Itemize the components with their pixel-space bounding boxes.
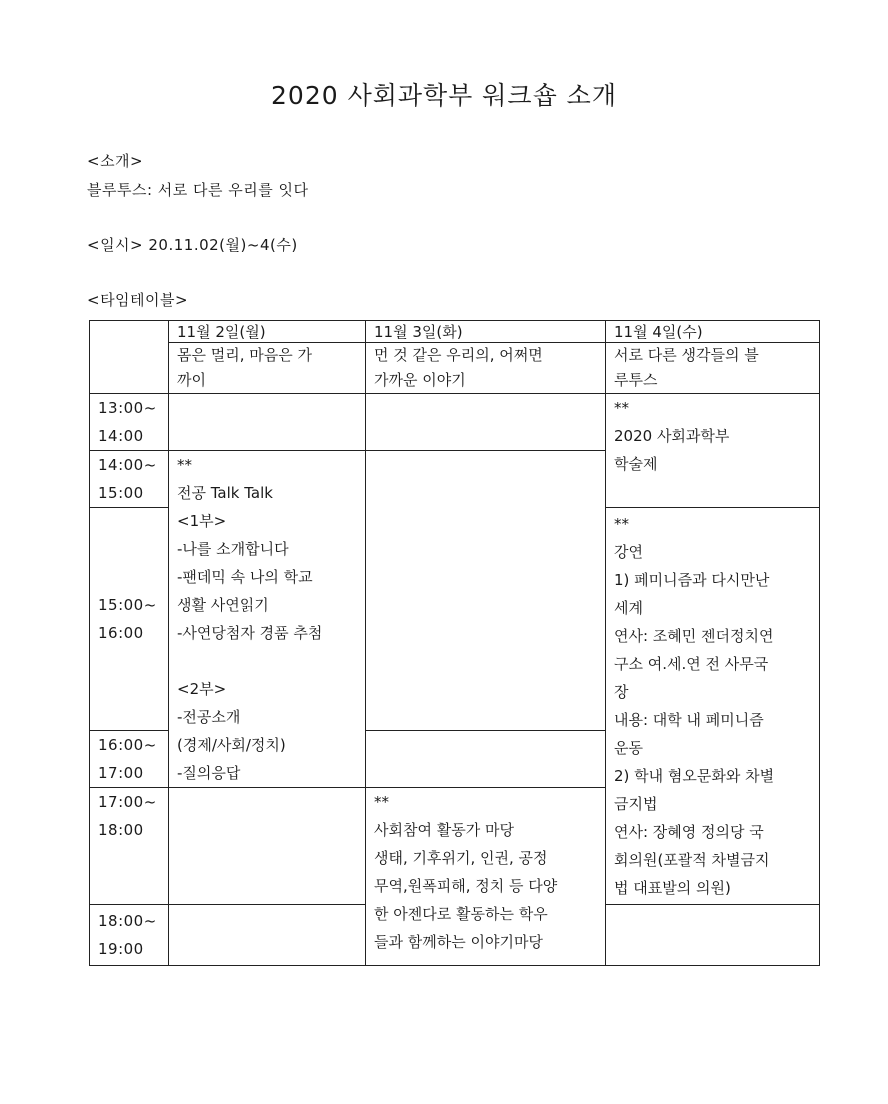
event-line: **	[177, 456, 192, 474]
day-theme-wed	[606, 343, 820, 394]
event-line: -팬데믹 속 나의 학교	[177, 568, 313, 586]
theme-line: 서로 다른 생각들의 블	[614, 346, 759, 364]
time-cell	[90, 731, 169, 788]
event-line: 운동	[614, 739, 643, 757]
table-row	[90, 321, 820, 343]
event-line: 연사: 조혜민 젠더정치연	[614, 627, 774, 645]
event-line: 1) 페미니즘과 다시만난	[614, 571, 770, 589]
event-cell-wed-1	[606, 394, 820, 508]
time-start: 18:00~	[98, 912, 157, 930]
time-cell	[90, 905, 169, 966]
event-line: 사회참여 활동가 마당	[374, 821, 514, 839]
day-header-mon: 11월 2일(월)	[169, 321, 366, 343]
event-cell-wed-2	[606, 508, 820, 905]
empty-cell	[366, 731, 606, 788]
time-end: 15:00	[98, 484, 144, 502]
event-line: -질의응답	[177, 764, 241, 782]
theme-line: 가까운 이야기	[374, 371, 466, 389]
event-line: 들과 함께하는 이야기마당	[374, 933, 543, 951]
empty-cell	[169, 905, 366, 966]
time-end: 18:00	[98, 821, 144, 839]
time-cell	[90, 451, 169, 508]
table-row	[90, 343, 820, 394]
timetable-heading: <타임테이블>	[87, 291, 189, 309]
empty-cell	[169, 394, 366, 451]
time-start: 13:00~	[98, 399, 157, 417]
event-line: **	[374, 793, 389, 811]
day-theme-tue	[366, 343, 606, 394]
time-end: 19:00	[98, 940, 144, 958]
theme-line: 몸은 멀리, 마음은 가	[177, 346, 312, 364]
event-line: **	[614, 399, 629, 417]
event-line: 장	[614, 683, 629, 701]
event-line: <1부>	[177, 512, 227, 530]
empty-cell	[366, 394, 606, 451]
event-line: -나를 소개합니다	[177, 540, 289, 558]
empty-cell	[169, 788, 366, 905]
empty-cell	[606, 905, 820, 966]
time-start: 15:00~	[98, 596, 157, 614]
intro-text: 블루투스: 서로 다른 우리를 잇다	[87, 181, 309, 199]
day-header-wed: 11월 4일(수)	[606, 321, 820, 343]
table-row	[90, 394, 820, 451]
intro-heading: <소개>	[87, 152, 144, 170]
event-line: 2020 사회과학부	[614, 427, 730, 445]
date-line: <일시> 20.11.02(월)~4(수)	[87, 236, 298, 254]
event-line: (경제/사회/정치)	[177, 736, 286, 754]
event-line: **	[614, 515, 629, 533]
event-line: 세계	[614, 599, 643, 617]
theme-line: 까이	[177, 371, 206, 389]
event-line: 무역,원폭피해, 정치 등 다양	[374, 877, 558, 895]
event-line: -사연당첨자 경품 추첨	[177, 624, 323, 642]
event-cell-mon	[169, 451, 366, 788]
theme-line: 루투스	[614, 371, 658, 389]
time-start: 17:00~	[98, 793, 157, 811]
blank-line	[177, 647, 357, 675]
theme-line: 먼 것 같은 우리의, 어쩌면	[374, 346, 543, 364]
event-line: 강연	[614, 543, 643, 561]
timetable	[89, 320, 820, 966]
event-line: <2부>	[177, 680, 227, 698]
event-line: 학술제	[614, 455, 658, 473]
event-line: 구소 여.세.연 전 사무국	[614, 655, 769, 673]
time-start: 16:00~	[98, 736, 157, 754]
event-line: -전공소개	[177, 708, 241, 726]
event-line: 내용: 대학 내 페미니즘	[614, 711, 764, 729]
time-end: 17:00	[98, 764, 144, 782]
time-end: 14:00	[98, 427, 144, 445]
time-cell	[90, 788, 169, 905]
event-line: 회의원(포괄적 차별금지	[614, 851, 770, 869]
time-cell	[90, 508, 169, 731]
day-header-tue: 11월 3일(화)	[366, 321, 606, 343]
event-line: 2) 학내 혐오문화와 차별	[614, 767, 775, 785]
empty-cell	[366, 451, 606, 731]
event-line: 한 아젠다로 활동하는 학우	[374, 905, 548, 923]
day-theme-mon	[169, 343, 366, 394]
document-title: 2020 사회과학부 워크숍 소개	[271, 81, 617, 110]
time-end: 16:00	[98, 624, 144, 642]
event-line: 생태, 기후위기, 인권, 공정	[374, 849, 548, 867]
event-line: 연사: 장혜영 정의당 국	[614, 823, 764, 841]
event-line: 법 대표발의 의원)	[614, 879, 731, 897]
time-start: 14:00~	[98, 456, 157, 474]
event-line: 금지법	[614, 795, 658, 813]
time-cell	[90, 394, 169, 451]
corner-cell	[90, 321, 169, 394]
event-line: 생활 사연읽기	[177, 596, 269, 614]
event-cell-tue	[366, 788, 606, 966]
event-line: 전공 Talk Talk	[177, 484, 273, 502]
